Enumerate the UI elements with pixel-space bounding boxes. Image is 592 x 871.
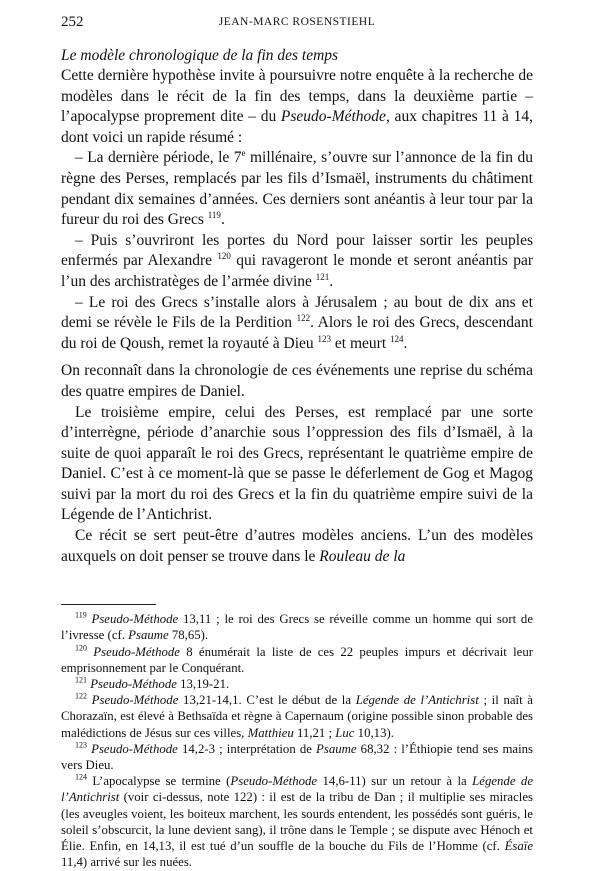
paragraph-daniel: On reconnaît dans la chronologie de ces événements une reprise du schéma des quatre empires de Daniel. xyxy=(61,362,533,400)
footnote-119: $^{119}$ Pseudo-Méthode 13,11 ; le roi des Grecs se réveille comme un homme qui sort de l’ivresse (cf. Psaume 78,65). xyxy=(61,610,534,643)
footnote-123: $^{123}$ Pseudo-Méthode 14,2-3 ; interprétation de Psaume 68,32 : l’Éthiopie tend ses mains vers Dieu. xyxy=(61,740,534,773)
paragraph-empires: Le troisième empire, celui des Perses, est remplacé par une sorte d’interrègne, période d’anarchie sous l’oppression des fils d’Ismaël, à la suite de quoi apparaît le roi des Grecs, représentant le quatrième empire de Daniel. C’est à ce moment-là que se passe le déferlement de Gog et Magog suivi par la mort du roi des Grecs et la fin du quatrième empire suivi de la Légende de l’Antichrist. xyxy=(61,403,533,524)
footnote-separator xyxy=(61,604,156,605)
document-page xyxy=(61,14,533,871)
page-number: 252 xyxy=(61,14,84,30)
paragraph-summary-1: – La dernière période, le 7e millénaire, s’ouvre sur l’annonce de la fin du règne des Perses, remplacés par les fils d’Ismaël, instruments du châtiment pendant dix semaines d’années. Ces derniers sont anéantis à leur tour par la fureur du roi des Grecs $^{119}$. xyxy=(61,148,534,229)
section-title: Le modèle chronologique de la fin des temps xyxy=(61,47,339,64)
footnote-124: $^{124}$ L’apocalypse se termine (Pseudo-Méthode 14,6-11) sur un retour à la Légende de l’Antichrist (voir ci-dessus, note 122) : il est de la tribu de Dan ; il multiplie ses miracles (les aveugles voient, les boiteux marchent, les sourds entendent, les possédés sont guéris, le soleil s’obscurcit, la lune devient sang), il trône dans le Temple ; se dispute avec Hénoch et Élie. Enfin, en 14,13, il est tué d’un souffle de la bouche du Fils de l’Homme (cf. Ésaïe 11,4) arrivé sur les nuées. xyxy=(61,773,533,870)
footnote-ref[interactable]: 124 xyxy=(390,333,404,344)
paragraph-models: Ce récit se sert peut-être d’autres modèles anciens. L’un des modèles auxquels on doit penser se trouve dans le Rouleau de la xyxy=(61,527,533,565)
paragraph-summary-2: – Puis s’ouvriront les portes du Nord pour laisser sortir les peuples enfermés par Alexandre $^{120}$ qui ravageront le monde et seront anéantis par l’un des archistratèges de l’armée divine $^{121}$. xyxy=(61,231,533,290)
footnote-121: $^{121}$ Pseudo-Méthode 13,19-21. xyxy=(75,675,230,692)
body-text xyxy=(61,66,533,567)
footnote-ref[interactable]: 119 xyxy=(207,210,221,220)
footnote-ref[interactable]: 120 xyxy=(217,251,231,262)
paragraph-summary-3: – Le roi des Grecs s’installe alors à Jérusalem ; au bout de dix ans et demi se révèle le Fils de la Perdition $^{122}$. Alors le roi des Grecs, descendant du roi de Qoush, remet la royauté à Dieu $^{123}$ et meurt $^{124}$. xyxy=(61,293,533,352)
footnote-122: $^{122}$ Pseudo-Méthode 13,21-14,1. C’est le début de la Légende de l’Antichrist ; il naît à Chorazaïn, est élevé à Bethsaïda et règne à Capernaum (origine possible sinon probable des malédictions de Jésus sur ces villes, Matthieu 11,21 ; Luc 10,13). xyxy=(61,692,533,740)
running-header xyxy=(61,14,533,36)
paragraph-intro: Cette dernière hypothèse invite à poursuivre notre enquête à la recherche de modèles dans le récit de la fin des temps, dans la deuxième partie – l’apocalypse proprement dite – du Pseudo-Méthode, aux chapitres 11 à 14, dont voici un rapide résumé : xyxy=(61,67,533,146)
footnote-ref[interactable]: 123 xyxy=(317,333,332,344)
footnote-ref[interactable]: 121 xyxy=(315,271,330,282)
footnotes xyxy=(61,611,533,870)
footnote-120: $^{120}$ Pseudo-Méthode 8 énumérait la liste de ces 22 peuples impurs et décrivait leur emprisonnement par le Conquérant. xyxy=(61,643,533,675)
running-author: JEAN-MARC ROSENSTIEHL xyxy=(218,16,376,28)
footnote-ref[interactable]: 122 xyxy=(296,312,311,323)
